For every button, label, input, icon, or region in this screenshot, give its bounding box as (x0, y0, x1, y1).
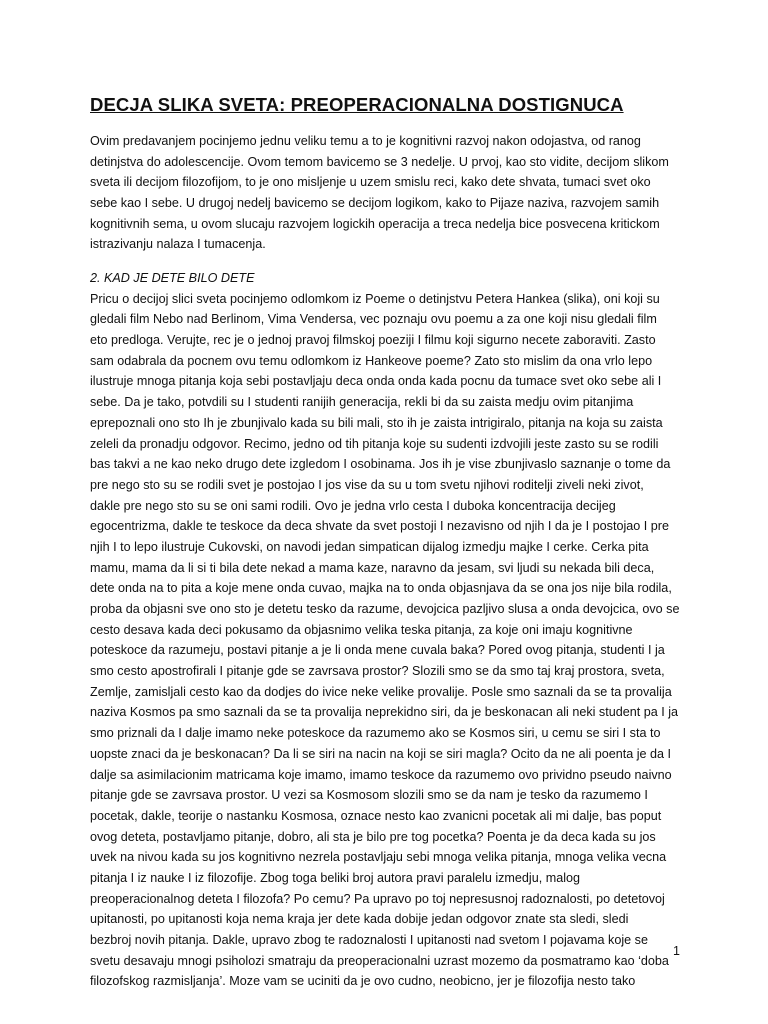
text-line: eto predloga. Verujte, rec je o jednoj pravoj filmskoj poeziji I filmu koji sigurno necete zaboraviti. Zasto (90, 333, 656, 348)
text-line: uvek na nivou kada su jos kognitivno nezrela postavljaju sebi mnoga velika pitanja, mnoga velika vecna (90, 850, 667, 865)
text-line: poteskoce da razumeju, postavi pitanje a je li onda mene cuvala baka? Pored ovog pitanja, studenti I ja (90, 643, 665, 658)
section-2 (90, 268, 679, 992)
text-line: Pricu o decijoj slici sveta pocinjemo odlomkom iz Poeme o detinjstvu Petera Hankea (slika), oni koji su (90, 291, 660, 306)
text-line: egocentrizma, dakle te teskoce da deca shvate da svet postoji I nezavisno od njih I da je I postojao I pre (90, 519, 669, 534)
text-line: bezbroj novih pitanja. Dakle, upravo zbog te radoznalosti I upitanosti nad svetom I pojavama koje se (90, 933, 648, 947)
text-line: pitanja I iz nauke I iz filozofije. Zbog toga beliki broj autora pravi paralelu izmedju, malog (90, 870, 581, 885)
text-line: smo priznali da I dalje imamo neke poteskoce da razumemo ako se Kosmos siri, u cemu se siri I sta to (90, 726, 661, 741)
text-line: Zemlje, zamisljali cesto kao da dodjes do ivice neke velike provalije. Posle smo saznali da se ta provalija (90, 684, 672, 699)
text-line: naziva Kosmos pa smo saznali da se ta provalija neprekidno siri, da je beskonacan ali neki student pa I ja (90, 705, 679, 720)
text-line: gledali film Nebo nad Berlinom, Vima Vendersa, vec poznaju ovu poemu a za one koji nisu gledali film (90, 312, 657, 327)
text-line: zeleli da pronadju odgovor. Recimo, jedno od tih pitanja koje su sudenti izdvojili jeste zasto su se rodili (90, 436, 659, 451)
intro-paragraph (90, 131, 669, 255)
text-line: detinjstva do adolescencije. Ovom temom bavicemo se 3 nedelje. U prvoj, kao sto vidite, decijom slikom (90, 154, 669, 169)
text-line: ovog deteta, postavljamo pitanje, dobro, ali sta je bilo pre tog pocetka? Poenta je da deca kada su jos (90, 829, 656, 844)
text-line: filozofskog razmisljanja’. Moze vam se uciniti da je ovo cudno, neobicno, jer je filozofija nesto tako (90, 974, 636, 989)
text-line: sebe kao I sebe. U drugoj nedelj bavicemo se decijom logikom, kako to Pijaze naziva, razvojem samih (90, 196, 660, 211)
text-line: proba da objasni sve ono sto je detetu tesko da razume, devojcica pazljivo slusa a onda devojcica, ovo se (90, 602, 680, 616)
text-line: smo cesto apostrofirali I pitanje gde se zavrsava prostor? Slozili smo se da smo taj kraj prostora, sveta, (90, 664, 665, 679)
text-line: Ovim predavanjem pocinjemo jednu veliku temu a to je kognitivni razvoj nakon odojastva, od ranog (90, 134, 641, 148)
page-number: 1 (673, 944, 680, 958)
text-line: sveta ili decijom filozofijom, to je ono misljenje u uzem smislu reci, kako dete shvata, tumaci svet oko (90, 175, 651, 190)
text-line: svetu desavaju mnogi psiholozi smatraju da preoperacionalni uzrast mozemo da posmatramo kao ‘doba (90, 953, 669, 968)
text-line: pre nego sto su se rodili svet je postojao I jos vise da su u tom svetu njihovi roditelji ziveli neki zivot, (90, 477, 644, 492)
text-line: pocetak, dakle, teorije o nastanku Kosmosa, oznace nesto kao zvanicni pocetak ali mi dalje, bas poput (90, 808, 662, 823)
text-line: pitanje gde se zavrsava prostor. U vezi sa Kosmosom slozili smo se da nam je tesko da razumemo I (90, 788, 648, 803)
text-line: istrazivanju nalaza I tumacenja. (90, 237, 266, 252)
page-title: DECJA SLIKA SVETA: PREOPERACIONALNA DOSTIGNUCA (90, 94, 624, 115)
section-heading: 2. KAD JE DETE BILO DETE (90, 271, 255, 285)
text-line: kognitivnih sema, u ovom slucaju razvojem logickih operacija a treca nedelja bice posvecena kritickom (90, 216, 660, 231)
text-line: mamu, mama da li si ti bila dete nekad a mama kaze, naravno da jesam, svi ljudi su nekada bili deca, (90, 560, 655, 575)
text-line: dakle pre nego sto su se oni sami rodili. Ovo je jedna vrlo cesta I duboka koncentracija decijeg (90, 498, 616, 513)
text-line: eprepoznali ono sto Ih je zbunjivalo kada su bili mali, sto ih je zaista intrigiralo, pitanja na koja su zaista (90, 415, 663, 430)
text-line: sam odabrala da pocnem ovu temu odlomkom iz Hankeove poeme? Zato sto mislim da ona vrlo lepo (90, 353, 653, 368)
text-line: dalje sa asimilacionim matricama koje imamo, imamo teskoce da razumemo ovo prividno pseudo naivno (90, 767, 672, 782)
text-line: njih I to lepo ilustruje Cukovski, on navodi jedan simpatican dijalog izmedju majke I cerke. Cerka pita (90, 539, 649, 554)
text-line: uopste znaci da je beskonacan? Da li se siri na nacin na koji se siri magla? Ocito da ne ali poenta je da I (90, 746, 672, 761)
text-line: upitanosti, po upitanosti koja nema kraja jer dete kada dobije jedan odgovor znate sta sledi, sledi (90, 912, 629, 927)
text-line: dete onda na to pita a koje mene onda cuvao, majka na to onda objasnjava da se ona jos nije bila rodila, (90, 581, 672, 596)
text-line: sebe. Da je tako, potvdili su I studenti ranijih generacija, rekli bi da su zaista medju ovim pitanjima (90, 395, 634, 410)
text-line: cesto desava kada deci pokusamo da objasnimo velika teska pitanja, za koje oni imaju kognitivne (90, 622, 633, 637)
text-line: ilustruje mnoga pitanja koja sebi postavljaju deca onda onda kada pocnu da tumace svet oko sebe ali I (90, 374, 662, 389)
text-line: bas takvi a ne kao neko drugo dete izgledom I osobinama. Jos ih je vise zbunjivaslo saznanje o tome da (90, 457, 671, 472)
text-line: preoperacionalnog deteta I filozofa? Po cemu? Pa upravo po toj nepresusnoj radoznalosti, po detetovoj (90, 891, 665, 906)
